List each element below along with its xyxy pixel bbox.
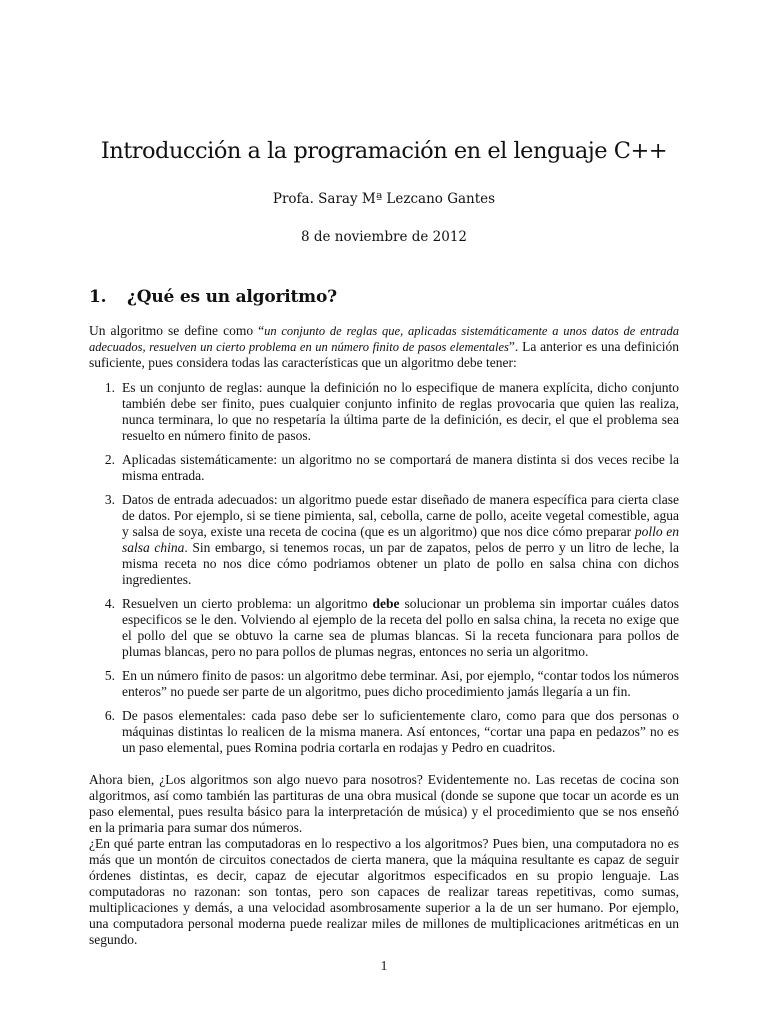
list-item-emphasis: pollo en salsa china <box>122 524 679 555</box>
list-item-marker: 4. <box>104 596 115 611</box>
list-item <box>89 708 679 756</box>
list-item <box>89 380 679 444</box>
section-title: ¿Qué es un algoritmo? <box>127 287 337 307</box>
list-item <box>89 492 679 588</box>
list-item <box>89 452 679 484</box>
list-item-text: Aplicadas sistemáticamente: un algoritmo no se comportará de manera distinta si dos veces recibe la misma entrada. <box>122 452 679 483</box>
list-item-text-post: . Sin embargo, si tenemos rocas, un par de zapatos, pelos de perro y un litro de leche, la misma receta no nos dice cómo podriamos obtener un plato de pollo en salsa china con dichos ingredientes. <box>122 540 679 587</box>
list-item-text-pre: Datos de entrada adecuados: un algoritmo puede estar diseñado de manera específica para cierta clase de datos. Por ejemplo, si se tiene pimienta, sal, cebolla, carne de pollo, aceite vegetal comestible, agua y salsa de soya, existe una receta de cocina (que es un algoritmo) que nos dice cómo preparar <box>122 492 679 539</box>
document-date: 8 de noviembre de 2012 <box>300 229 467 245</box>
body-paragraph-computers: ¿En qué parte entran las computadoras en lo respectivo a los algoritmos? Pues bien, una computadora no es más que un montón de circuitos conectados de cierta manera, que la máquina resultante es capaz de seguir órdenes distintas, es decir, capaz de ejecutar algoritmos especificados en su propio lenguaje. Las computadoras no razonan: son tontas, pero son capaces de realizar tareas repetitivas, como sumas, multiplicaciones y demás, a una velocidad asombrosamente superior a la de un ser humano. Por ejemplo, una computadora personal moderna puede realizar miles de millones de multiplicaciones aritméticas en un segundo. <box>89 836 679 947</box>
list-item-text-post: solucionar un problema sin importar cuáles datos especificos se le den. Volviendo al ejemplo de la receta del pollo en salsa china, la receta no exige que el pollo del que se obtuvo la carne sea de plumas blancas. Si la receta funcionara para pollos de plumas blancas, pero no para pollos de plumas negras, entonces no seria un algoritmo. <box>122 596 679 659</box>
list-item-text: Es un conjunto de reglas: aunque la definición no lo especifique de manera explícita, dicho conjunto también debe ser finito, pues cualquier conjunto infinito de reglas provocaria que quien las realiza, nunca terminara, lo que no respetaría la última parte de la definición, es decir, el que el problema sea resuelto en número finito de pasos. <box>122 380 679 443</box>
characteristics-list <box>89 380 679 764</box>
list-item-marker: 6. <box>104 708 115 723</box>
intro-text-post: ”. La anterior es una definición suficiente, pues considera todas las características que un algoritmo debe tener: <box>89 339 679 370</box>
list-item-marker: 2. <box>104 452 115 467</box>
document-author: Profa. Saray Mª Lezcano Gantes <box>272 191 496 207</box>
page-number: 1 <box>380 958 388 973</box>
intro-quote: un conjunto de reglas que, aplicadas sistemáticamente a unos datos de entrada adecuados, resuelven un cierto problema en un número finito de pasos elementales <box>89 324 679 354</box>
list-item-marker: 5. <box>104 668 115 683</box>
list-item <box>89 668 679 700</box>
list-item-marker: 3. <box>104 492 115 507</box>
intro-paragraph <box>89 323 679 371</box>
section-heading <box>89 287 337 307</box>
list-item-text <box>122 596 679 660</box>
list-item-marker: 1. <box>104 380 115 395</box>
list-item-text: En un número finito de pasos: un algoritmo debe terminar. Asi, por ejemplo, “contar todos los números enteros” no puede ser parte de un algoritmo, pues dicho procedimiento jamás llegaría a un fin. <box>122 668 679 699</box>
list-item-text: De pasos elementales: cada paso debe ser lo suficientemente claro, como para que dos personas o máquinas distintas lo realicen de la misma manera. Así entonces, “cortar una papa en pedazos” no es un paso elemental, pues Romina podria cortarla en rodajas y Pedro en cuadritos. <box>122 708 679 755</box>
list-item-bold: debe <box>372 596 400 611</box>
body-paragraph-algorithms: Ahora bien, ¿Los algoritmos son algo nuevo para nosotros? Evidentemente no. Las recetas de cocina son algoritmos, así como también las partituras de una obra musical (donde se supone que tocar un acorde es un paso elemental, pues resulta básico para la interpretación de música) y el procedimiento que se nos enseñó en la primaria para sumar dos números. <box>89 772 679 835</box>
list-item-text-pre: Resuelven un cierto problema: un algoritmo <box>122 596 373 611</box>
document-title: Introducción a la programación en el lenguaje C++ <box>100 138 668 164</box>
list-item-text <box>122 492 679 588</box>
section-number: 1. <box>89 287 107 307</box>
list-item <box>89 596 679 660</box>
intro-text-pre: Un algoritmo se define como “ <box>89 323 265 338</box>
